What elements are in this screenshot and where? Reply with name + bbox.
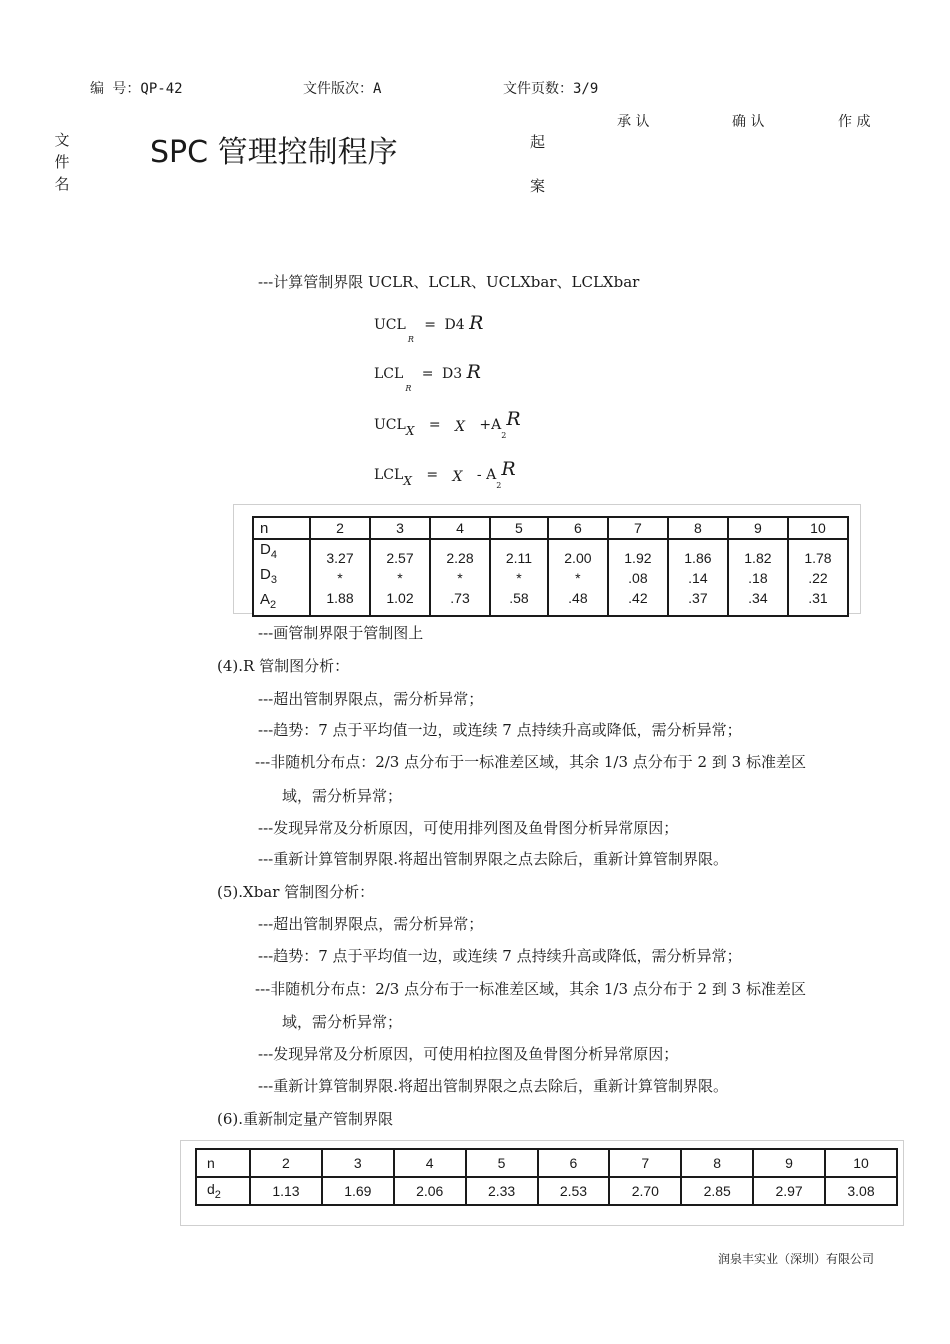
table-cell-stack: 3.27 * 1.88 [310,539,370,616]
table-cell: 1.69 [322,1177,394,1205]
table-header-n: n [196,1149,250,1177]
section-4-item: ---发现异常及分析原因，可使用排列图及鱼骨图分析异常原因； [258,819,679,837]
table-header: 8 [668,517,728,539]
table-header: 6 [548,517,608,539]
table-header: 2 [310,517,370,539]
row-labels [253,539,310,616]
table-cell-stack: 1.86 .14 .37 [668,539,728,616]
table-header: 2 [250,1149,322,1177]
table-cell: 2.70 [609,1177,681,1205]
document-pages: 文件页数：3/9 [503,81,599,97]
table-header: 8 [681,1149,753,1177]
table-cell: 2.53 [538,1177,610,1205]
section-5-item: ---趋势：7 点于平均值一边，或连续 7 点持续升高或降低，需分析异常； [258,947,742,965]
section-4-heading: (4).R 管制图分析： [217,657,350,675]
file-name-char: 件 [54,153,70,171]
table-header: 7 [608,517,668,539]
draw-limits-text: ---画管制界限于管制图上 [258,624,424,642]
table-header: 5 [490,517,548,539]
formula-lcl-x: LCLX = X - $A_2R$ [374,458,516,490]
section-4-item: ---超出管制界限点，需分析异常； [258,690,484,708]
section-4-item: ---非随机分布点：2/3 点分布于一标准差区域，其余 1/3 点分布于 2 到 3 标准差区 [255,753,806,771]
row-label-a2: $A_2$ [260,591,277,611]
formula-ucl-r: $UCL_R = D4$ R [374,312,484,344]
section-6-heading: (6).重新制定量产管制界限 [217,1110,394,1128]
table-cell: 2.06 [394,1177,466,1205]
draft-label-2: 案 [530,177,546,195]
calc-limits-text: ---计算管制界限 UCLR、LCLR、UCLXbar、LCLXbar [258,273,640,291]
table-header-n: n [253,517,310,539]
table-header: 9 [728,517,788,539]
table-row [253,517,848,539]
row-label-d4: $D_4$ [260,541,277,561]
table-cell: 2.33 [466,1177,538,1205]
table-header: 7 [609,1149,681,1177]
table-cell-stack: 1.82 .18 .34 [728,539,788,616]
document-code: 编 号：QP-42 [90,81,183,97]
table-cell: 2.85 [681,1177,753,1205]
section-4-item-cont: 域，需分析异常； [282,787,403,805]
table-header: 5 [466,1149,538,1177]
draft-label-1: 起 [530,133,546,151]
section-5-item: ---非随机分布点：2/3 点分布于一标准差区域，其余 1/3 点分布于 2 到 3 标准差区 [255,980,806,998]
file-name-label [53,129,71,195]
file-name-char: 名 [54,175,70,193]
table-header: 6 [538,1149,610,1177]
table-cell-stack: 1.78 .22 .31 [788,539,848,616]
table-header: 3 [322,1149,394,1177]
approve-label: 承 认 [617,114,650,130]
section-5-item: ---发现异常及分析原因，可使用柏拉图及鱼骨图分析异常原因； [258,1045,679,1063]
page-title: SPC 管理控制程序 [150,135,398,170]
table-header: 9 [753,1149,825,1177]
section-4-item: ---趋势：7 点于平均值一边，或连续 7 点持续升高或降低，需分析异常； [258,721,742,739]
formula-ucl-x: UCLX = $X +A_2R$ [374,408,521,440]
table-row [253,539,848,616]
table-cell-stack: 1.92 .08 .42 [608,539,668,616]
section-5-item: ---超出管制界限点，需分析异常； [258,915,484,933]
table-cell-stack: 2.00 * .48 [548,539,608,616]
table-cell: 1.13 [250,1177,322,1205]
row-label-d3: $D_3$ [260,566,277,586]
table-header: 4 [430,517,490,539]
table-header: 4 [394,1149,466,1177]
formula-lcl-r: $LCL_R = D3$ R [374,361,481,393]
d2-table [195,1148,898,1206]
document-version: 文件版次：A [303,81,382,97]
table-row [196,1177,897,1205]
section-4-item: ---重新计算管制界限.将超出管制界限之点去除后，重新计算管制界限。 [258,850,728,868]
create-label: 作 成 [838,114,871,130]
file-name-char: 文 [54,131,70,149]
table-cell-stack: 2.57 * 1.02 [370,539,430,616]
table-cell-stack: 2.11 * .58 [490,539,548,616]
table-header: 10 [788,517,848,539]
section-5-item-cont: 域，需分析异常； [282,1013,403,1031]
section-5-heading: (5).Xbar 管制图分析： [217,883,375,901]
table-header: 10 [825,1149,897,1177]
row-label-d2: $d_2$ [196,1177,250,1205]
section-5-item: ---重新计算管制界限.将超出管制界限之点去除后，重新计算管制界限。 [258,1077,728,1095]
table-cell: 2.97 [753,1177,825,1205]
constants-table [252,516,849,617]
confirm-label: 确 认 [732,114,765,130]
table-cell: 3.08 [825,1177,897,1205]
table-header: 3 [370,517,430,539]
table-row [196,1149,897,1177]
company-footer: 润泉丰实业（深圳）有限公司 [718,1252,875,1266]
table-cell-stack: 2.28 * .73 [430,539,490,616]
